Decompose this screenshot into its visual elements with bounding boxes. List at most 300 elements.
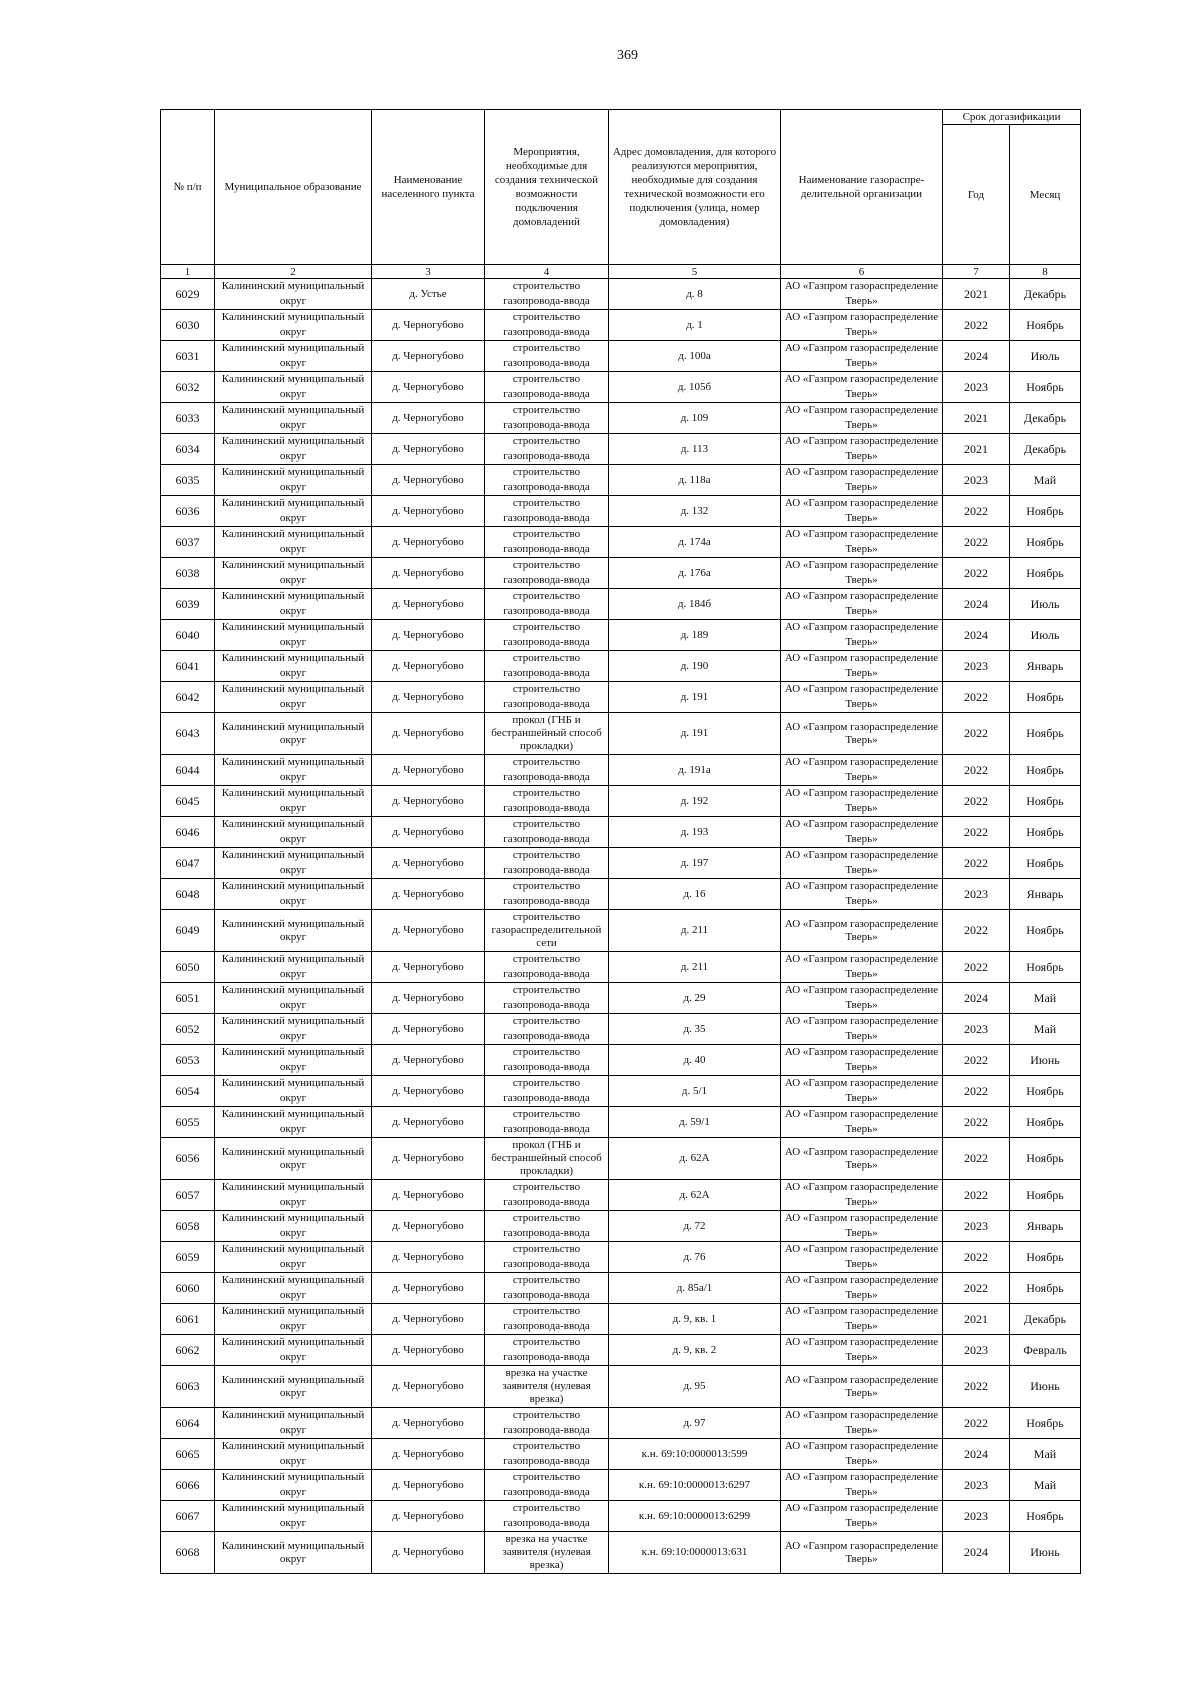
address-cell: д. 191а — [609, 755, 781, 786]
address-cell: д. 189 — [609, 620, 781, 651]
action-cell: строительство газопровода-ввода — [485, 1408, 609, 1439]
settlement-cell: д. Черногубово — [372, 713, 485, 755]
row-id: 6037 — [161, 527, 215, 558]
municipality-cell: Калининский муниципальный округ — [215, 372, 372, 403]
table-row — [161, 1439, 1081, 1470]
row-id: 6029 — [161, 279, 215, 310]
month-cell: Февраль — [1010, 1335, 1081, 1366]
year-cell: 2023 — [943, 1014, 1010, 1045]
header-address: Адрес домовладения, для которого реализуются мероприятия, необходимые для создания технической возможности его подключения (улица, номер домовладения) — [609, 110, 781, 265]
column-number: 5 — [609, 265, 781, 279]
settlement-cell: д. Черногубово — [372, 1180, 485, 1211]
municipality-cell: Калининский муниципальный округ — [215, 1408, 372, 1439]
table-row — [161, 310, 1081, 341]
table-row — [161, 1242, 1081, 1273]
month-cell: Ноябрь — [1010, 1076, 1081, 1107]
settlement-cell: д. Черногубово — [372, 465, 485, 496]
table-row — [161, 1076, 1081, 1107]
municipality-cell: Калининский муниципальный округ — [215, 1501, 372, 1532]
table-row — [161, 1180, 1081, 1211]
year-cell: 2022 — [943, 558, 1010, 589]
row-id: 6034 — [161, 434, 215, 465]
year-cell: 2023 — [943, 651, 1010, 682]
row-id: 6030 — [161, 310, 215, 341]
settlement-cell: д. Черногубово — [372, 1532, 485, 1574]
municipality-cell: Калининский муниципальный округ — [215, 983, 372, 1014]
municipality-cell: Калининский муниципальный округ — [215, 651, 372, 682]
settlement-cell: д. Черногубово — [372, 1211, 485, 1242]
address-cell: д. 211 — [609, 910, 781, 952]
settlement-cell: д. Черногубово — [372, 952, 485, 983]
org-cell: АО «Газпром газораспределение Тверь» — [781, 755, 943, 786]
table-row — [161, 1014, 1081, 1045]
row-id: 6043 — [161, 713, 215, 755]
settlement-cell: д. Черногубово — [372, 817, 485, 848]
row-id: 6055 — [161, 1107, 215, 1138]
action-cell: строительство газопровода-ввода — [485, 310, 609, 341]
settlement-cell: д. Черногубово — [372, 1470, 485, 1501]
month-cell: Ноябрь — [1010, 1273, 1081, 1304]
municipality-cell: Калининский муниципальный округ — [215, 1138, 372, 1180]
municipality-cell: Калининский муниципальный округ — [215, 1242, 372, 1273]
address-cell: д. 95 — [609, 1366, 781, 1408]
address-cell: д. 100а — [609, 341, 781, 372]
settlement-cell: д. Черногубово — [372, 1439, 485, 1470]
row-id: 6032 — [161, 372, 215, 403]
municipality-cell: Калининский муниципальный округ — [215, 279, 372, 310]
table-row — [161, 1366, 1081, 1408]
table-row — [161, 817, 1081, 848]
address-cell: д. 72 — [609, 1211, 781, 1242]
municipality-cell: Калининский муниципальный округ — [215, 496, 372, 527]
month-cell: Декабрь — [1010, 279, 1081, 310]
action-cell: строительство газопровода-ввода — [485, 1180, 609, 1211]
address-cell: д. 132 — [609, 496, 781, 527]
table-row — [161, 1470, 1081, 1501]
column-number: 4 — [485, 265, 609, 279]
month-cell: Ноябрь — [1010, 682, 1081, 713]
month-cell: Ноябрь — [1010, 786, 1081, 817]
address-cell: д. 211 — [609, 952, 781, 983]
year-cell: 2022 — [943, 1180, 1010, 1211]
org-cell: АО «Газпром газораспределение Тверь» — [781, 1335, 943, 1366]
settlement-cell: д. Черногубово — [372, 755, 485, 786]
month-cell: Ноябрь — [1010, 1408, 1081, 1439]
year-cell: 2023 — [943, 1501, 1010, 1532]
municipality-cell: Калининский муниципальный округ — [215, 952, 372, 983]
year-cell: 2022 — [943, 682, 1010, 713]
action-cell: строительство газопровода-ввода — [485, 1242, 609, 1273]
org-cell: АО «Газпром газораспределение Тверь» — [781, 589, 943, 620]
settlement-cell: д. Черногубово — [372, 403, 485, 434]
header-municipality: Муниципальное образование — [215, 110, 372, 265]
month-cell: Декабрь — [1010, 1304, 1081, 1335]
page-number: 369 — [617, 48, 638, 63]
settlement-cell: д. Черногубово — [372, 848, 485, 879]
column-number: 6 — [781, 265, 943, 279]
address-cell: д. 29 — [609, 983, 781, 1014]
year-cell: 2024 — [943, 1439, 1010, 1470]
table-row — [161, 589, 1081, 620]
action-cell: прокол (ГНБ и бестраншейный способ прокладки) — [485, 713, 609, 755]
org-cell: АО «Газпром газораспределение Тверь» — [781, 848, 943, 879]
address-cell: д. 9, кв. 1 — [609, 1304, 781, 1335]
org-cell: АО «Газпром газораспределение Тверь» — [781, 1501, 943, 1532]
month-cell: Январь — [1010, 651, 1081, 682]
month-cell: Ноябрь — [1010, 1242, 1081, 1273]
municipality-cell: Калининский муниципальный округ — [215, 1107, 372, 1138]
org-cell: АО «Газпром газораспределение Тверь» — [781, 1532, 943, 1574]
address-cell: д. 9, кв. 2 — [609, 1335, 781, 1366]
settlement-cell: д. Черногубово — [372, 620, 485, 651]
org-cell: АО «Газпром газораспределение Тверь» — [781, 1273, 943, 1304]
address-cell: д. 197 — [609, 848, 781, 879]
municipality-cell: Калининский муниципальный округ — [215, 620, 372, 651]
address-cell: д. 190 — [609, 651, 781, 682]
month-cell: Ноябрь — [1010, 1180, 1081, 1211]
settlement-cell: д. Черногубово — [372, 983, 485, 1014]
municipality-cell: Калининский муниципальный округ — [215, 1045, 372, 1076]
table-row — [161, 496, 1081, 527]
action-cell: врезка на участке заявителя (нулевая врезка) — [485, 1532, 609, 1574]
action-cell: строительство газопровода-ввода — [485, 341, 609, 372]
year-cell: 2022 — [943, 713, 1010, 755]
table-row — [161, 1273, 1081, 1304]
year-cell: 2024 — [943, 983, 1010, 1014]
municipality-cell: Калининский муниципальный округ — [215, 403, 372, 434]
month-cell: Ноябрь — [1010, 952, 1081, 983]
month-cell: Июль — [1010, 341, 1081, 372]
month-cell: Ноябрь — [1010, 1107, 1081, 1138]
municipality-cell: Калининский муниципальный округ — [215, 879, 372, 910]
table-row — [161, 1532, 1081, 1574]
month-cell: Ноябрь — [1010, 372, 1081, 403]
row-id: 6048 — [161, 879, 215, 910]
action-cell: строительство газопровода-ввода — [485, 1470, 609, 1501]
address-cell: к.н. 69:10:0000013:631 — [609, 1532, 781, 1574]
year-cell: 2022 — [943, 1138, 1010, 1180]
year-cell: 2023 — [943, 465, 1010, 496]
settlement-cell: д. Черногубово — [372, 372, 485, 403]
address-cell: к.н. 69:10:0000013:6299 — [609, 1501, 781, 1532]
row-id: 6050 — [161, 952, 215, 983]
municipality-cell: Калининский муниципальный округ — [215, 589, 372, 620]
org-cell: АО «Газпром газораспределение Тверь» — [781, 1211, 943, 1242]
settlement-cell: д. Черногубово — [372, 651, 485, 682]
action-cell: строительство газопровода-ввода — [485, 434, 609, 465]
org-cell: АО «Газпром газораспределение Тверь» — [781, 434, 943, 465]
table-row — [161, 434, 1081, 465]
settlement-cell: д. Черногубово — [372, 1366, 485, 1408]
org-cell: АО «Газпром газораспределение Тверь» — [781, 879, 943, 910]
row-id: 6063 — [161, 1366, 215, 1408]
column-number: 7 — [943, 265, 1010, 279]
org-cell: АО «Газпром газораспределение Тверь» — [781, 279, 943, 310]
settlement-cell: д. Черногубово — [372, 1408, 485, 1439]
month-cell: Май — [1010, 983, 1081, 1014]
action-cell: строительство газопровода-ввода — [485, 589, 609, 620]
month-cell: Июль — [1010, 589, 1081, 620]
month-cell: Май — [1010, 1439, 1081, 1470]
table-row — [161, 910, 1081, 952]
action-cell: строительство газопровода-ввода — [485, 620, 609, 651]
municipality-cell: Калининский муниципальный округ — [215, 817, 372, 848]
year-cell: 2022 — [943, 755, 1010, 786]
table-row — [161, 620, 1081, 651]
municipality-cell: Калининский муниципальный округ — [215, 310, 372, 341]
month-cell: Июнь — [1010, 1532, 1081, 1574]
month-cell: Ноябрь — [1010, 755, 1081, 786]
org-cell: АО «Газпром газораспределение Тверь» — [781, 713, 943, 755]
year-cell: 2022 — [943, 527, 1010, 558]
address-cell: д. 97 — [609, 1408, 781, 1439]
row-id: 6035 — [161, 465, 215, 496]
org-cell: АО «Газпром газораспределение Тверь» — [781, 910, 943, 952]
month-cell: Май — [1010, 1470, 1081, 1501]
settlement-cell: д. Черногубово — [372, 1107, 485, 1138]
settlement-cell: д. Черногубово — [372, 1045, 485, 1076]
org-cell: АО «Газпром газораспределение Тверь» — [781, 310, 943, 341]
month-cell: Ноябрь — [1010, 713, 1081, 755]
settlement-cell: д. Устье — [372, 279, 485, 310]
year-cell: 2021 — [943, 279, 1010, 310]
year-cell: 2022 — [943, 1107, 1010, 1138]
month-cell: Ноябрь — [1010, 817, 1081, 848]
address-cell: д. 174а — [609, 527, 781, 558]
action-cell: прокол (ГНБ и бестраншейный способ прокладки) — [485, 1138, 609, 1180]
table-row — [161, 1335, 1081, 1366]
org-cell: АО «Газпром газораспределение Тверь» — [781, 1439, 943, 1470]
address-cell: д. 184б — [609, 589, 781, 620]
org-cell: АО «Газпром газораспределение Тверь» — [781, 651, 943, 682]
month-cell: Декабрь — [1010, 434, 1081, 465]
month-cell: Ноябрь — [1010, 848, 1081, 879]
org-cell: АО «Газпром газораспределение Тверь» — [781, 1014, 943, 1045]
settlement-cell: д. Черногубово — [372, 434, 485, 465]
year-cell: 2023 — [943, 1211, 1010, 1242]
year-cell: 2021 — [943, 403, 1010, 434]
header-deadline: Срок догазификации — [943, 110, 1081, 125]
table-row — [161, 983, 1081, 1014]
year-cell: 2021 — [943, 1304, 1010, 1335]
row-id: 6065 — [161, 1439, 215, 1470]
year-cell: 2022 — [943, 1273, 1010, 1304]
org-cell: АО «Газпром газораспределение Тверь» — [781, 952, 943, 983]
municipality-cell: Калининский муниципальный округ — [215, 848, 372, 879]
action-cell: строительство газопровода-ввода — [485, 1501, 609, 1532]
table-row — [161, 786, 1081, 817]
municipality-cell: Калининский муниципальный округ — [215, 527, 372, 558]
action-cell: строительство газопровода-ввода — [485, 496, 609, 527]
action-cell: строительство газопровода-ввода — [485, 682, 609, 713]
municipality-cell: Калининский муниципальный округ — [215, 682, 372, 713]
address-cell: д. 191 — [609, 713, 781, 755]
year-cell: 2022 — [943, 817, 1010, 848]
municipality-cell: Калининский муниципальный округ — [215, 1532, 372, 1574]
header-action: Мероприятия, необходимые для создания технической возможности подключения домовладений — [485, 110, 609, 265]
settlement-cell: д. Черногубово — [372, 1138, 485, 1180]
table-row — [161, 651, 1081, 682]
action-cell: строительство газопровода-ввода — [485, 403, 609, 434]
action-cell: строительство газопровода-ввода — [485, 651, 609, 682]
table-row — [161, 341, 1081, 372]
row-id: 6053 — [161, 1045, 215, 1076]
table-row — [161, 1501, 1081, 1532]
table-row — [161, 879, 1081, 910]
row-id: 6051 — [161, 983, 215, 1014]
address-cell: д. 191 — [609, 682, 781, 713]
address-cell: д. 109 — [609, 403, 781, 434]
year-cell: 2022 — [943, 496, 1010, 527]
month-cell: Июнь — [1010, 1366, 1081, 1408]
row-id: 6041 — [161, 651, 215, 682]
action-cell: врезка на участке заявителя (нулевая врезка) — [485, 1366, 609, 1408]
month-cell: Ноябрь — [1010, 910, 1081, 952]
row-id: 6036 — [161, 496, 215, 527]
table-row — [161, 682, 1081, 713]
municipality-cell: Калининский муниципальный округ — [215, 910, 372, 952]
address-cell: д. 118а — [609, 465, 781, 496]
org-cell: АО «Газпром газораспределение Тверь» — [781, 817, 943, 848]
row-id: 6040 — [161, 620, 215, 651]
month-cell: Ноябрь — [1010, 1138, 1081, 1180]
org-cell: АО «Газпром газораспределение Тверь» — [781, 620, 943, 651]
municipality-cell: Калининский муниципальный округ — [215, 1335, 372, 1366]
month-cell: Июль — [1010, 620, 1081, 651]
month-cell: Ноябрь — [1010, 527, 1081, 558]
table-row — [161, 1408, 1081, 1439]
header-id: № п/п — [161, 110, 215, 265]
row-id: 6046 — [161, 817, 215, 848]
action-cell: строительство газораспределительной сети — [485, 910, 609, 952]
column-number: 8 — [1010, 265, 1081, 279]
table-row — [161, 848, 1081, 879]
year-cell: 2024 — [943, 341, 1010, 372]
municipality-cell: Калининский муниципальный округ — [215, 1211, 372, 1242]
table-row — [161, 1211, 1081, 1242]
municipality-cell: Калининский муниципальный округ — [215, 786, 372, 817]
year-cell: 2023 — [943, 1335, 1010, 1366]
settlement-cell: д. Черногубово — [372, 589, 485, 620]
settlement-cell: д. Черногубово — [372, 1273, 485, 1304]
address-cell: д. 193 — [609, 817, 781, 848]
settlement-cell: д. Черногубово — [372, 786, 485, 817]
org-cell: АО «Газпром газораспределение Тверь» — [781, 1242, 943, 1273]
org-cell: АО «Газпром газораспределение Тверь» — [781, 1470, 943, 1501]
org-cell: АО «Газпром газораспределение Тверь» — [781, 558, 943, 589]
year-cell: 2024 — [943, 1532, 1010, 1574]
year-cell: 2022 — [943, 310, 1010, 341]
municipality-cell: Калининский муниципальный округ — [215, 713, 372, 755]
header-year: Год — [943, 125, 1010, 265]
gasification-table — [160, 109, 1081, 1574]
address-cell: д. 59/1 — [609, 1107, 781, 1138]
action-cell: строительство газопровода-ввода — [485, 279, 609, 310]
month-cell: Январь — [1010, 879, 1081, 910]
row-id: 6056 — [161, 1138, 215, 1180]
municipality-cell: Калининский муниципальный округ — [215, 1366, 372, 1408]
action-cell: строительство газопровода-ввода — [485, 558, 609, 589]
settlement-cell: д. Черногубово — [372, 1501, 485, 1532]
row-id: 6033 — [161, 403, 215, 434]
address-cell: к.н. 69:10:0000013:6297 — [609, 1470, 781, 1501]
org-cell: АО «Газпром газораспределение Тверь» — [781, 983, 943, 1014]
org-cell: АО «Газпром газораспределение Тверь» — [781, 341, 943, 372]
org-cell: АО «Газпром газораспределение Тверь» — [781, 496, 943, 527]
row-id: 6062 — [161, 1335, 215, 1366]
row-id: 6039 — [161, 589, 215, 620]
row-id: 6068 — [161, 1532, 215, 1574]
month-cell: Декабрь — [1010, 403, 1081, 434]
settlement-cell: д. Черногубово — [372, 527, 485, 558]
row-id: 6058 — [161, 1211, 215, 1242]
month-cell: Май — [1010, 465, 1081, 496]
action-cell: строительство газопровода-ввода — [485, 848, 609, 879]
address-cell: д. 1 — [609, 310, 781, 341]
action-cell: строительство газопровода-ввода — [485, 527, 609, 558]
action-cell: строительство газопровода-ввода — [485, 1304, 609, 1335]
month-cell: Ноябрь — [1010, 1501, 1081, 1532]
action-cell: строительство газопровода-ввода — [485, 465, 609, 496]
row-id: 6052 — [161, 1014, 215, 1045]
month-cell: Май — [1010, 1014, 1081, 1045]
action-cell: строительство газопровода-ввода — [485, 755, 609, 786]
row-id: 6038 — [161, 558, 215, 589]
row-id: 6064 — [161, 1408, 215, 1439]
address-cell: д. 5/1 — [609, 1076, 781, 1107]
org-cell: АО «Газпром газораспределение Тверь» — [781, 372, 943, 403]
address-cell: д. 192 — [609, 786, 781, 817]
action-cell: строительство газопровода-ввода — [485, 786, 609, 817]
header-settlement: Наименование населенного пункта — [372, 110, 485, 265]
municipality-cell: Калининский муниципальный округ — [215, 1014, 372, 1045]
settlement-cell: д. Черногубово — [372, 1242, 485, 1273]
address-cell: д. 176а — [609, 558, 781, 589]
month-cell: Ноябрь — [1010, 496, 1081, 527]
org-cell: АО «Газпром газораспределение Тверь» — [781, 465, 943, 496]
year-cell: 2022 — [943, 786, 1010, 817]
action-cell: строительство газопровода-ввода — [485, 1273, 609, 1304]
action-cell: строительство газопровода-ввода — [485, 1076, 609, 1107]
year-cell: 2023 — [943, 1470, 1010, 1501]
table-row — [161, 527, 1081, 558]
year-cell: 2021 — [943, 434, 1010, 465]
address-cell: д. 62А — [609, 1180, 781, 1211]
address-cell: д. 113 — [609, 434, 781, 465]
column-number: 1 — [161, 265, 215, 279]
municipality-cell: Калининский муниципальный округ — [215, 341, 372, 372]
table-row — [161, 372, 1081, 403]
org-cell: АО «Газпром газораспределение Тверь» — [781, 1107, 943, 1138]
year-cell: 2022 — [943, 1408, 1010, 1439]
month-cell: Июнь — [1010, 1045, 1081, 1076]
year-cell: 2023 — [943, 879, 1010, 910]
org-cell: АО «Газпром газораспределение Тверь» — [781, 1138, 943, 1180]
action-cell: строительство газопровода-ввода — [485, 1014, 609, 1045]
table-row — [161, 755, 1081, 786]
row-id: 6066 — [161, 1470, 215, 1501]
org-cell: АО «Газпром газораспределение Тверь» — [781, 527, 943, 558]
municipality-cell: Калининский муниципальный округ — [215, 1076, 372, 1107]
year-cell: 2024 — [943, 589, 1010, 620]
action-cell: строительство газопровода-ввода — [485, 983, 609, 1014]
address-cell: д. 76 — [609, 1242, 781, 1273]
org-cell: АО «Газпром газораспределение Тверь» — [781, 1045, 943, 1076]
table-row — [161, 952, 1081, 983]
settlement-cell: д. Черногубово — [372, 558, 485, 589]
table-row — [161, 279, 1081, 310]
municipality-cell: Калининский муниципальный округ — [215, 1304, 372, 1335]
